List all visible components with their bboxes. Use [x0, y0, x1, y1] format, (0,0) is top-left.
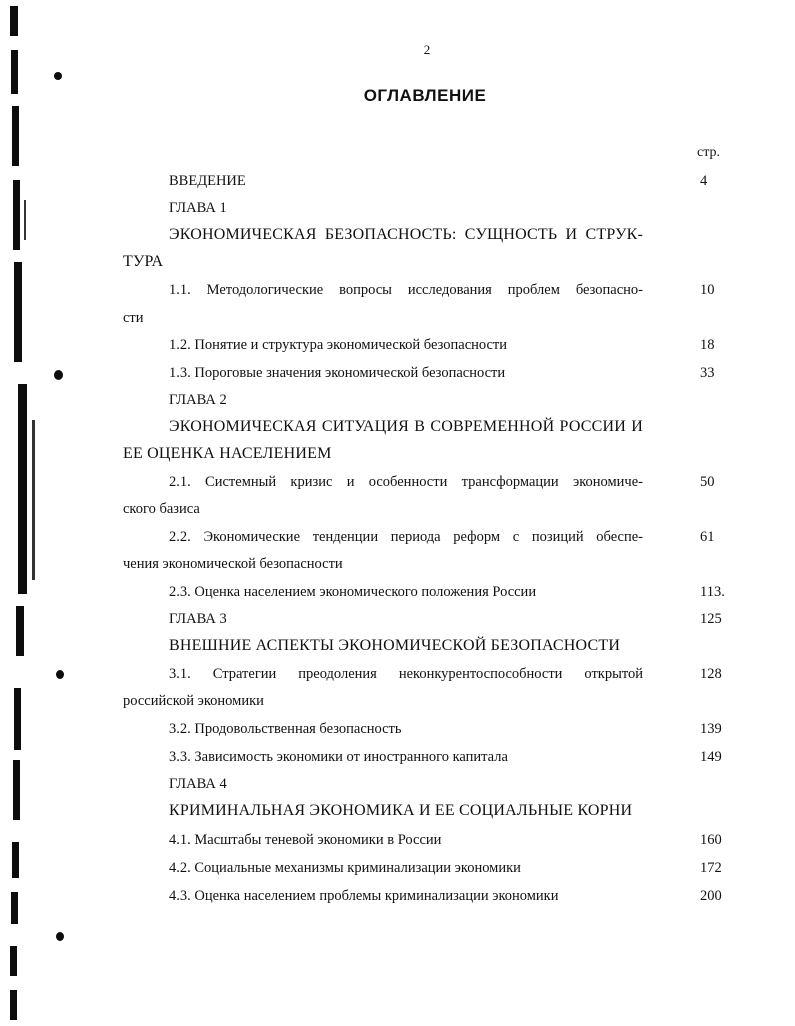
chapter-title-continued: ТУРА	[123, 253, 164, 270]
scan-binding-marks	[0, 0, 70, 1026]
binding-mark	[11, 892, 18, 924]
toc-page-number: 50	[700, 474, 715, 490]
toc-entry-2-3: 2.3. Оценка населением экономического положения России	[169, 584, 537, 600]
scan-dot	[56, 670, 64, 679]
page-title: ОГЛАВЛЕНИЕ	[363, 86, 487, 105]
toc-entry-4-1: 4.1. Масштабы теневой экономики в России	[169, 832, 442, 848]
toc-entry-1-1: 1.1. Методологические вопросы исследования проблем безопасно-	[169, 282, 643, 298]
toc-entry-continued: чения экономической безопасности	[123, 556, 343, 572]
toc-entry-3-2: 3.2. Продовольственная безопасность	[169, 721, 402, 737]
toc-entry-continued: сти	[123, 310, 144, 326]
toc-page-number: 33	[700, 365, 715, 381]
toc-entry-continued: российской экономики	[123, 693, 264, 709]
chapter-heading: ГЛАВА 4	[169, 776, 227, 792]
chapter-heading: ГЛАВА 2	[169, 392, 227, 408]
toc-page-number: 160	[700, 832, 722, 848]
binding-mark	[12, 106, 19, 166]
chapter-title: ЭКОНОМИЧЕСКАЯ СИТУАЦИЯ В СОВРЕМЕННОЙ РОССИИ И	[169, 418, 643, 435]
toc-entry-2-2: 2.2. Экономические тенденции периода реформ с позиций обеспе-	[169, 529, 643, 545]
page-column-header: стр.	[697, 145, 721, 160]
toc-page-number: 4	[700, 173, 708, 189]
binding-mark	[10, 990, 17, 1020]
binding-mark	[13, 760, 20, 820]
toc-entry-1-2: 1.2. Понятие и структура экономической безопасности	[169, 337, 508, 353]
toc-entry-1-3: 1.3. Пороговые значения экономической безопасности	[169, 365, 506, 381]
toc-entry-4-2: 4.2. Социальные механизмы криминализации экономики	[169, 860, 521, 876]
chapter-heading: ГЛАВА 3	[169, 611, 227, 627]
toc-page-number: 125	[700, 611, 722, 627]
binding-mark	[24, 200, 26, 240]
toc-entry-intro: ВВЕДЕНИЕ	[169, 173, 246, 189]
binding-mark	[12, 842, 19, 878]
binding-mark	[13, 180, 20, 250]
chapter-title: КРИМИНАЛЬНАЯ ЭКОНОМИКА И ЕЕ СОЦИАЛЬНЫЕ КОРНИ	[169, 802, 633, 819]
binding-mark	[16, 606, 24, 656]
binding-mark	[14, 688, 21, 750]
toc-page-number: 172	[700, 860, 722, 876]
scan-dot	[54, 370, 63, 380]
toc-entry-3-1: 3.1. Стратегии преодоления неконкурентоспособности открытой	[169, 666, 643, 682]
toc-page-number: 18	[700, 337, 715, 353]
binding-mark	[32, 420, 35, 580]
toc-page-number: 200	[700, 888, 722, 904]
toc-page-number: 128	[700, 666, 722, 682]
page-number: 2	[423, 42, 431, 57]
toc-entry-3-3: 3.3. Зависимость экономики от иностранного капитала	[169, 749, 508, 765]
toc-entry-4-3: 4.3. Оценка населением проблемы криминализации экономики	[169, 888, 559, 904]
binding-mark	[10, 946, 17, 976]
toc-page-number: 149	[700, 749, 722, 765]
chapter-title-continued: ЕЕ ОЦЕНКА НАСЕЛЕНИЕМ	[123, 445, 332, 462]
binding-mark	[10, 6, 18, 36]
chapter-title: ВНЕШНИЕ АСПЕКТЫ ЭКОНОМИЧЕСКОЙ БЕЗОПАСНОСТИ	[169, 637, 621, 654]
chapter-title: ЭКОНОМИЧЕСКАЯ БЕЗОПАСНОСТЬ: СУЩНОСТЬ И СТРУК-	[169, 226, 643, 243]
chapter-heading: ГЛАВА 1	[169, 200, 227, 216]
toc-page-number: 61	[700, 529, 715, 545]
scan-dot	[54, 72, 62, 80]
toc-entry-2-1: 2.1. Системный кризис и особенности трансформации экономиче-	[169, 474, 643, 490]
binding-mark	[18, 384, 27, 594]
toc-page-number: 113.	[700, 584, 725, 600]
binding-mark	[11, 50, 18, 94]
binding-mark	[14, 262, 22, 362]
toc-page-number: 10	[700, 282, 715, 298]
toc-page-number: 139	[700, 721, 722, 737]
scan-dot	[56, 932, 64, 941]
toc-entry-continued: ского базиса	[123, 501, 200, 517]
